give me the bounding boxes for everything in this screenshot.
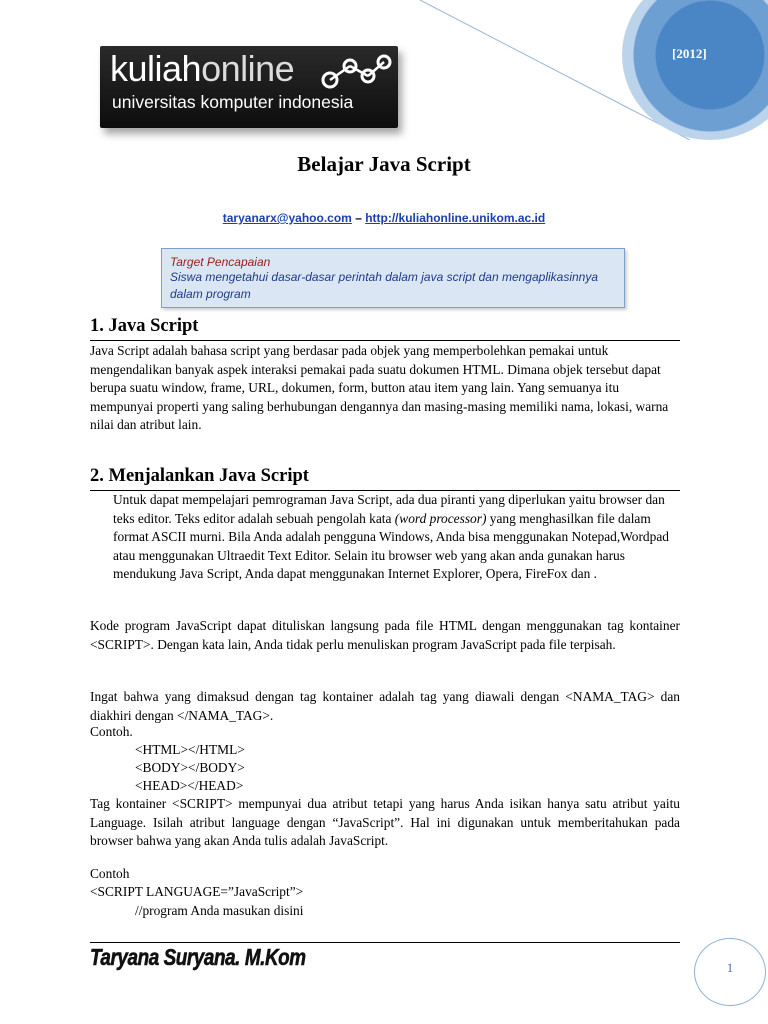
logo-subtitle: universitas komputer indonesia xyxy=(112,92,354,112)
kuliahonline-logo xyxy=(100,46,398,128)
target-title: Target Pencapaian xyxy=(170,255,271,269)
section1-rule xyxy=(90,340,680,341)
section1-body: Java Script adalah bahasa script yang berdasar pada objek yang memperbolehkan pemakai untuk mengendalikan banyak aspek interaksi pemakai pada suatu dokumen HTML. Dimana objek tersebut dapat berupa suatu window, frame, URL, dokumen, form, button atau item yang lain. Yang semuanya itu mempunyai properti yang saling berhubungan dengannya dan masing-masing memiliki nama, lokasi, warna nilai dan atribut lain. xyxy=(90,343,669,432)
molecule-icon xyxy=(320,52,394,92)
target-text: Siswa mengetahui dasar-dasar perintah dalam java script dan mengaplikasinnya dalam program xyxy=(170,270,599,301)
contact-line xyxy=(0,211,768,225)
logo-wordmark: kuliahonline xyxy=(110,48,295,89)
year-label: [2012] xyxy=(672,46,707,61)
para-kode-program: Kode program JavaScript dapat dituliskan langsung pada file HTML dengan menggunakan tag kontainer <SCRIPT>. Dengan kata lain, Anda tidak perlu menuliskan program JavaScript pada file terpisah. xyxy=(90,618,680,652)
para-ingat: Ingat bahwa yang dimaksud dengan tag kontainer adalah tag yang diawali dengan <NAMA_TAG> dan diakhiri dengan </NAMA_TAG>. xyxy=(90,689,680,723)
footer-author: Taryana Suryana. M.Kom xyxy=(90,944,306,970)
footer-rule xyxy=(90,942,680,943)
contact-separator: – xyxy=(351,211,366,225)
page-title: Belajar Java Script xyxy=(297,152,471,176)
word-processor-term: (word processor) xyxy=(394,510,487,526)
para-tag-kontainer: Tag kontainer <SCRIPT> mempunyai dua atribut tetapi yang harus Anda isikan hanya satu atribut yaitu Language. Isilah atribut language dengan “JavaScript”. Hal ini digunakan untuk memberitahukan pada browser bahwa yang akan Anda tulis adalah JavaScript. xyxy=(90,796,680,848)
code-body: <BODY></BODY> xyxy=(135,760,245,775)
email-link[interactable]: taryanarx@yahoo.com xyxy=(222,211,352,225)
contoh-label-1: Contoh. xyxy=(90,724,133,739)
code-script-open: <SCRIPT LANGUAGE=”JavaScript”> xyxy=(90,884,304,899)
target-box xyxy=(161,248,625,308)
website-link[interactable]: http://kuliahonline.unikom.ac.id xyxy=(365,211,546,225)
section1-heading: 1. Java Script xyxy=(90,316,199,336)
contoh-label-2: Contoh xyxy=(90,866,130,881)
section2-heading: 2. Menjalankan Java Script xyxy=(90,466,309,486)
code-html: <HTML></HTML> xyxy=(135,742,245,757)
page-number: 1 xyxy=(726,960,734,975)
code-comment: //program Anda masukan disini xyxy=(135,903,304,918)
code-head: <HEAD></HEAD> xyxy=(135,778,244,793)
section2-intro: Untuk dapat mempelajari pemrograman Java Script, ada dua piranti yang diperlukan yaitu browser dan teks editor. Teks editor adalah sebuah pengolah kata (word processor) yang menghasilkan file dalam format ASCII murni. Bila Anda adalah pengguna Windows, Anda bisa menggunakan Notepad,Wordpad atau menggunakan Ultraedit Text Editor. Selain itu browser web yang akan anda gunakan harus mendukung Java Script, Anda dapat menggunakan Internet Explorer, Opera, FireFox dan . xyxy=(113,492,669,581)
